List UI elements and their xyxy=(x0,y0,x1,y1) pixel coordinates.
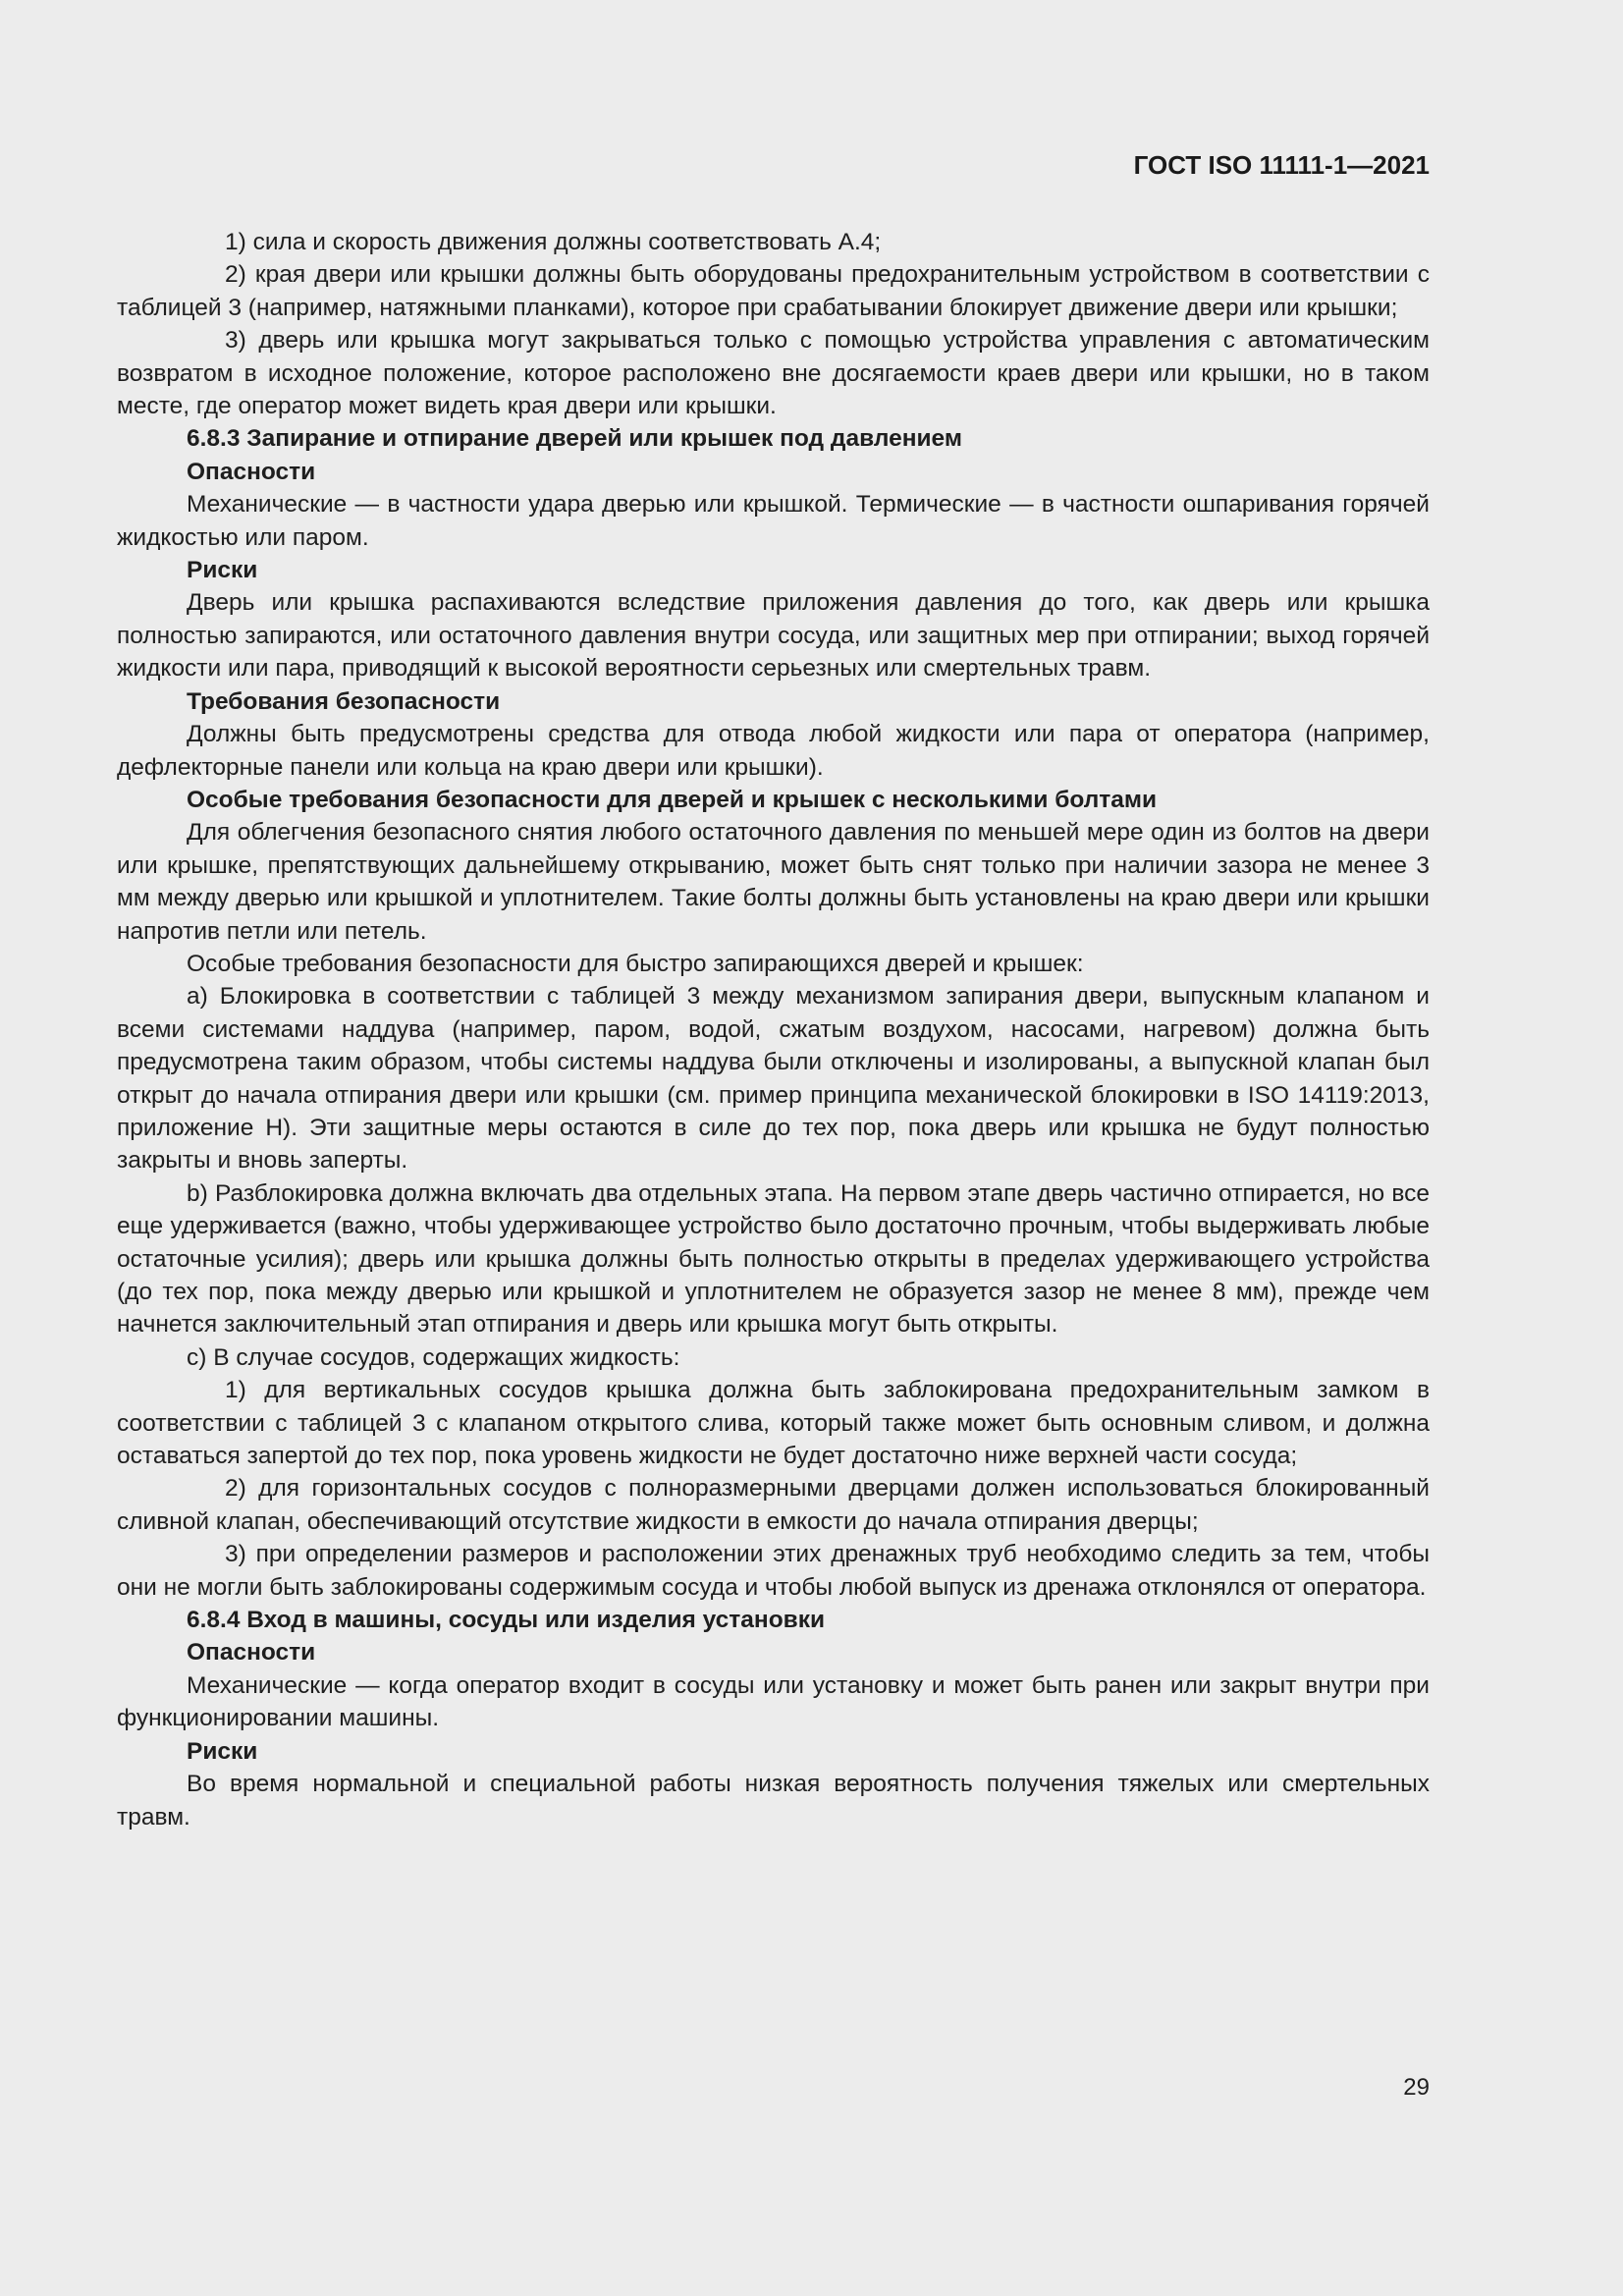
subheading-hazards: Опасности xyxy=(187,458,316,485)
document-body xyxy=(117,226,1430,1833)
list-item-c-3: 3) при определении размеров и расположении этих дренажных труб необходимо следить за тем, чтобы они не могли быть заблокированы содержимым сосуда и чтобы любой выпуск из дренажа отклонялся от оператора. xyxy=(117,1541,1430,1601)
list-item-b: b) Разблокировка должна включать два отдельных этапа. На первом этапе дверь частично отпирается, но все еще удерживается (важно, чтобы удерживающее устройство было достаточно прочным, чтобы выдерживать любые остаточные усилия); дверь или крышка должны быть полностью открыты в пределах удерживающего устройства (до тех пор, пока между дверью или крышкой и уплотнителем не образуется зазор не менее 8 мм), прежде чем начнется заключительный этап отпирания и дверь или крышка могут быть открыты. xyxy=(117,1179,1430,1339)
subheading-multi-bolt-requirements: Особые требования безопасности для дверей и крышек с несколькими болтами xyxy=(187,786,1158,813)
subheading-hazards-2: Опасности xyxy=(187,1639,316,1667)
quick-lock-intro: Особые требования безопасности для быстро запирающихся дверей и крышек: xyxy=(187,950,1084,977)
subheading-safety-requirements: Требования безопасности xyxy=(187,687,501,715)
list-item-c-2: 2) для горизонтальных сосудов с полноразмерными дверцами должен использоваться блокированный сливной клапан, обеспечивающий отсутствие жидкости в емкости до начала отпирания дверцы; xyxy=(117,1475,1430,1535)
list-item-a: a) Блокировка в соответствии с таблицей 3 между механизмом запирания двери, выпускным клапаном и всеми системами наддува (например, паром, водой, сжатым воздухом, насосами, нагревом) должна быть предусмотрена таким образом, чтобы системы наддува были отключены и изолированы, а выпускной клапан был открыт до начала отпирания двери или крышки (см. пример принципа механической блокировки в ISO 14119:2013, приложение H). Эти защитные меры остаются в силе до тех пор, пока дверь или крышка не будут полностью закрыты и вновь заперты. xyxy=(117,983,1430,1175)
risks-paragraph-2: Во время нормальной и специальной работы низкая вероятность получения тяжелых или смертельных травм. xyxy=(117,1771,1430,1831)
list-item-1: 1) сила и скорость движения должны соответствовать А.4; xyxy=(225,229,882,255)
multi-bolt-paragraph: Для облегчения безопасного снятия любого остаточного давления по меньшей мере один из болтов на двери или крышке, препятствующих дальнейшему открыванию, может быть снят только при наличии зазора не менее 3 мм между дверью или крышкой и уплотнителем. Такие болты должны быть установлены на краю двери или крышки напротив петли или петель. xyxy=(117,819,1430,945)
document-code-header: ГОСТ ISO 11111-1—2021 xyxy=(1133,150,1430,180)
list-item-c-1: 1) для вертикальных сосудов крышка должна быть заблокирована предохранительным замком в соответствии с таблицей 3 с клапаном открытого слива, который также может быть основным сливом, и должна оставаться запертой до тех пор, пока уровень жидкости не будет достаточно ниже верхней части сосуда; xyxy=(117,1377,1430,1470)
subheading-risks-2: Риски xyxy=(187,1737,258,1765)
list-item-3: 3) дверь или крышка могут закрываться только с помощью устройства управления с автоматическим возвратом в исходное положение, которое расположено вне досягаемости краев двери или крышки, но в таком месте, где оператор может видеть края двери или крышки. xyxy=(117,327,1430,420)
safety-requirements-paragraph: Должны быть предусмотрены средства для отвода любой жидкости или пара от оператора (например, дефлекторные панели или кольца на краю двери или крышки). xyxy=(117,721,1430,781)
subheading-risks: Риски xyxy=(187,557,258,584)
section-heading-6-8-3: 6.8.3 Запирание и отпирание дверей или крышек под давлением xyxy=(187,425,962,453)
page-number: 29 xyxy=(1403,2074,1430,2101)
hazards-paragraph: Механические — в частности удара дверью или крышкой. Термические — в частности ошпаривания горячей жидкостью или паром. xyxy=(117,491,1430,551)
list-item-2: 2) края двери или крышки должны быть оборудованы предохранительным устройством в соответствии с таблицей 3 (например, натяжными планками), которое при срабатывании блокирует движение двери или крышки; xyxy=(117,261,1430,321)
list-item-c: c) В случае сосудов, содержащих жидкость: xyxy=(187,1343,680,1371)
hazards-paragraph-2: Механические — когда оператор входит в сосуды или установку и может быть ранен или закрыт внутри при функционировании машины. xyxy=(117,1671,1430,1732)
section-heading-6-8-4: 6.8.4 Вход в машины, сосуды или изделия установки xyxy=(187,1607,826,1634)
risks-paragraph: Дверь или крышка распахиваются вследствие приложения давления до того, как дверь или крышка полностью запираются, или остаточного давления внутри сосуда, или защитных мер при отпирании; выход горячей жидкости или пара, приводящий к высокой вероятности серьезных или смертельных травм. xyxy=(117,589,1430,683)
